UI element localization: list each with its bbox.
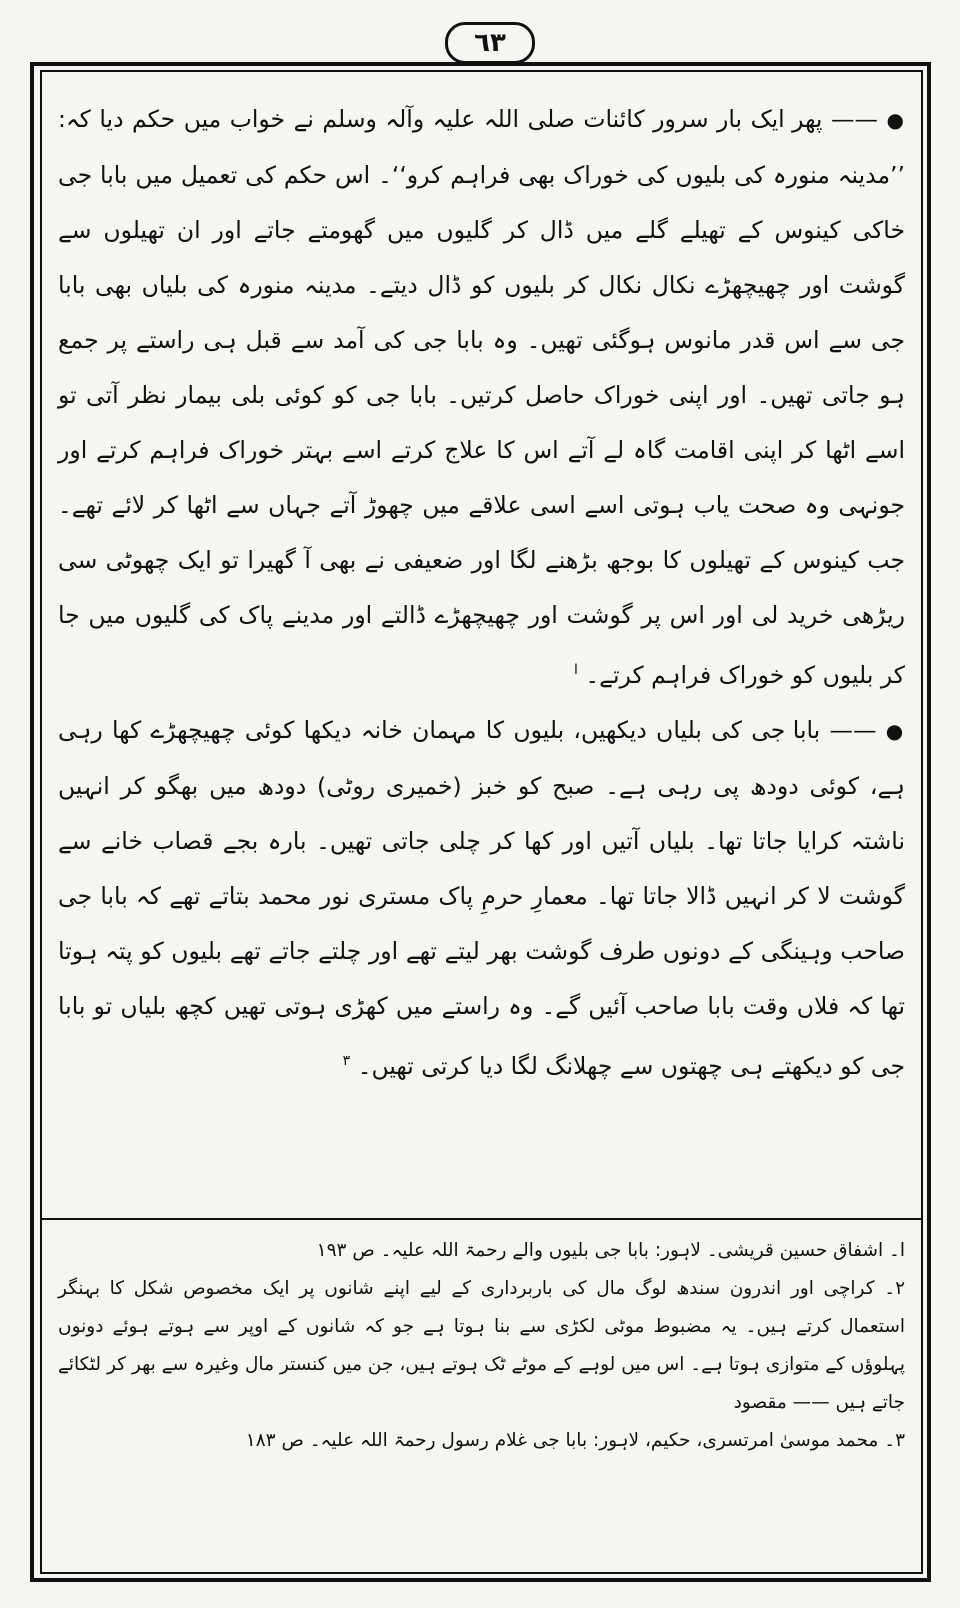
dash-lead: ——: [820, 715, 877, 744]
bullet-icon: ●: [886, 108, 905, 132]
paragraph: [58, 703, 905, 1094]
footnote: ۲۔ کراچی اور اندرون سندھ لوگ مال کی باربرداری کے لیے اپنے شانوں پر ایک مخصوص شکل کا بہنگر استعمال کرتے ہیں۔ یہ مضبوط موٹی لکڑی سے بنا ہوتا ہے جو کہ شانوں کے اوپر سے ہوتے ہوئے دونوں پہلوؤں کے متوازی ہوتا ہے۔ اس میں لوہے کے موٹے ٹک ہوتے ہیں، جن میں کنستر مال وغیرہ سے بھر کر لٹکائے جاتے ہیں —— مقصود: [58, 1278, 905, 1413]
paragraph-text: پھر ایک بار سرور کائنات صلی اللہ علیہ وآلہ وسلم نے خواب میں حکم دیا کہ: ’’مدینہ منورہ کی بلیوں کی خوراک بھی فراہم کرو‘‘۔ اس حکم کی تعمیل میں بابا جی خاکی کینوس کے تھیلے گلے میں ڈال کر گلیوں میں گھومتے جاتے اور ان تھیلوں سے گوشت اور چھیچھڑے نکال نکال کر بلیوں کو ڈال دیتے۔ مدینہ منورہ کی بلیاں بھی بابا جی سے اس قدر مانوس ہوگئی تھیں۔ وہ بابا جی کی آمد سے قبل ہی راستے پر جمع ہو جاتی تھیں۔ اور اپنی خوراک حاصل کرتیں۔ بابا جی کو کوئی بلی بیمار نظر آتی تو اسے اٹھا کر اپنی اقامت گاہ لے آتے اس کا علاج کرتے اسے بہتر خوراک فراہم کرتے اور جونہی وہ صحت یاب ہوتی اسے اسی علاقے میں چھوڑ آتے جہاں سے اٹھا کر لائے تھے۔ جب کینوس کے تھیلوں کا بوجھ بڑھنے لگا اور ضعیفی نے بھی آ گھیرا تو ایک چھوٹی سی ریڑھی خرید لی اور اس پر گوشت اور چھیچھڑے ڈالتے اور مدینے پاک کی گلیوں میں جا کر بلیوں کو خوراک فراہم کرتے۔: [58, 105, 905, 689]
footnote-ref: ۳: [342, 1052, 351, 1069]
dash-lead: ——: [822, 105, 878, 133]
footnote-ref: ا: [574, 662, 578, 678]
footnote: ا۔ اشفاق حسین قریشی۔ لاہور: بابا جی بلیوں والے رحمۃ اللہ علیہ۔ ص ۱۹۳: [316, 1240, 905, 1261]
footnote-divider: [40, 1218, 923, 1220]
footnote: ۳۔ محمد موسیٰ امرتسری، حکیم، لاہور: بابا جی غلام رسول رحمۃ اللہ علیہ۔ ص ۱۸۳: [245, 1430, 905, 1451]
paragraph-text: بابا جی کی بلیاں دیکھیں، بلیوں کا مہمان خانہ دیکھا کوئی چھیچھڑے کھا رہی ہے، کوئی دودھ پی رہی ہے۔ صبح کو خبز (خمیری روٹی) دودھ میں بھگو کر انہیں ناشتہ کرایا جاتا تھا۔ بلیاں آتیں اور کھا کر چلی جاتی تھیں۔ بارہ بجے قصاب خانے سے گوشت لا کر انہیں ڈالا جاتا تھا۔ معمارِ حرمِ پاک مستری نور محمد بتاتے تھے کہ بابا جی صاحب وہینگی کے دونوں طرف گوشت بھر لیتے تھے اور چلتے جاتے تھے بلیوں کو پتہ ہوتا تھا کہ فلاں وقت بابا صاحب آئیں گے۔ وہ راستے میں کھڑی ہوتی تھیں کچھ بلیاں تو بابا جی کو دیکھتے ہی چھتوں سے چھلانگ لگا دیا کرتی تھیں۔: [58, 715, 905, 1080]
footnotes: [58, 1232, 905, 1460]
bullet-icon: ●: [885, 718, 905, 743]
paragraph: [58, 92, 905, 703]
main-text: [58, 92, 905, 1094]
page-number: ٦٣: [445, 22, 535, 64]
